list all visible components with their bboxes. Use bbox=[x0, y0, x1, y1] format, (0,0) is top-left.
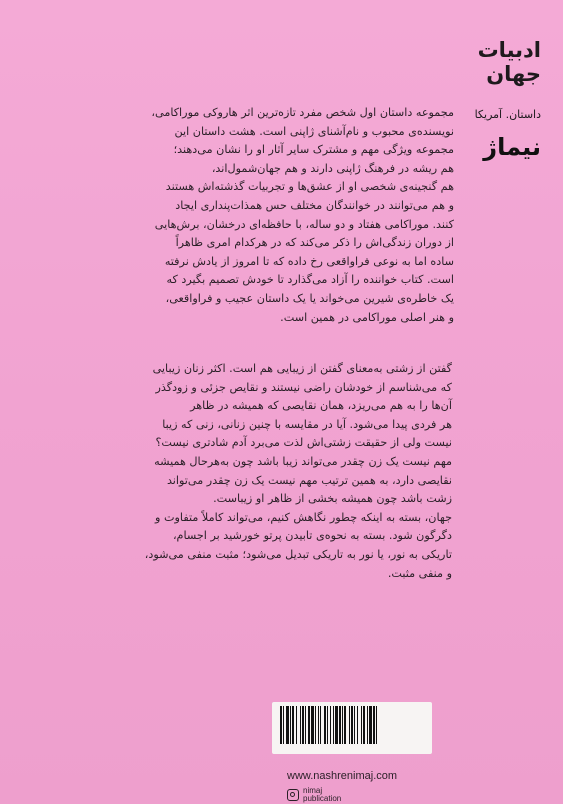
description-line: جهان، بسته به اینکه چطور نگاهش کنیم، می‌تواند کاملاً متفاوت و bbox=[155, 510, 452, 524]
barcode-bars bbox=[278, 706, 426, 744]
description-line: مهم نیست یک زن چقدر می‌تواند زیبا باشد چون به‌هرحال همیشه bbox=[154, 454, 452, 468]
description-line: که می‌شناسم از خودشان راضی نیستند و نقایص جزئی و زودگذر bbox=[155, 380, 452, 394]
description-line: نویسنده‌ی محبوب و نام‌آشنای ژاپنی است. هشت داستان این bbox=[174, 124, 454, 138]
description-line: تاریکی به نور، یا نور به تاریکی تبدیل می‌شود؛ مثبت منفی می‌شود، bbox=[144, 547, 452, 561]
description-line: و هنر اصلی موراکامی در همین است. bbox=[280, 310, 454, 324]
description-line: نیست ولی از حقیقت زشتی‌اش لذت می‌برد آدم شادتری نیست؟ bbox=[155, 436, 452, 450]
description-line: ساده اما به نوعی فراواقعی رخ داده که تا امروز از یادش نرفته bbox=[164, 254, 454, 268]
description-paragraph-1 bbox=[42, 104, 454, 327]
description-line: و منفی مثبت. bbox=[387, 566, 452, 580]
social-handle-line-1: nimaj bbox=[303, 786, 323, 795]
social-handle-line-2: publication bbox=[303, 794, 342, 803]
description-line: گفتن از زشتی به‌معنای گفتن از زیبایی هم است. اکثر زنان زیبایی bbox=[152, 362, 452, 375]
publisher-website[interactable]: www.nashrenimaj.com bbox=[287, 770, 398, 782]
description-line: از دوران زندگی‌اش را ذکر می‌کند که در هرکدام امری ظاهراً bbox=[175, 236, 454, 250]
description-line: دگرگون شود. بسته به نحوه‌ی تابیدن پرتو خورشید بر اجسام، bbox=[172, 529, 452, 543]
genre-label: داستان. آمریکا bbox=[474, 108, 541, 121]
description-line: هم ریشه در فرهنگ ژاپنی دارند و هم جهان‌شمول‌اند، bbox=[211, 161, 454, 175]
barcode bbox=[272, 702, 432, 754]
description-line: زشت باشد چون همیشه بخشی از ظاهر او زیباست. bbox=[213, 492, 452, 506]
description-line: یک خاطره‌ی شیرین می‌خواند یا یک داستان عجیب و فراواقعی، bbox=[165, 291, 454, 305]
description-line: هم گنجینه‌ی شخصی او از عشق‌ها و تجربیات گذشته‌اش هستند bbox=[165, 180, 454, 194]
social-handle-text bbox=[303, 787, 341, 803]
description-line: مجموعه داستان اول شخص مفرد تازه‌ترین اثر هاروکی موراکامی، bbox=[151, 106, 454, 119]
social-handle[interactable] bbox=[287, 786, 341, 804]
description-line: هر فردی پیدا می‌شود. آیا در مقایسه با چنین زنانی، زنی که زیبا bbox=[162, 417, 452, 431]
publisher-logo: نیماژ bbox=[483, 133, 541, 161]
description-line: آن‌ها را به هم می‌ریزد، همان نقایصی که همیشه در ظاهر bbox=[190, 399, 452, 413]
description-line: و هم می‌توانند در خوانندگان مختلف حس همذات‌پنداری ایجاد bbox=[175, 198, 454, 212]
series-title-line-2: جهان bbox=[486, 62, 541, 86]
description-line: نقایصی دارد، به همین ترتیب مهم نیست یک زن چقدر می‌تواند bbox=[166, 473, 452, 487]
description-paragraph-2 bbox=[40, 360, 452, 583]
description-line: کنند. موراکامی هفتاد و دو ساله، با حافظه‌ای درخشان، برش‌هایی bbox=[154, 217, 454, 231]
description-line: است. کتاب خواننده را آزاد می‌گذارد تا خودش تصمیم بگیرد که bbox=[166, 273, 454, 287]
series-title-line-1: ادبیات bbox=[477, 38, 541, 62]
instagram-icon bbox=[287, 789, 299, 801]
description-line: مجموعه ویژگی مهم و مشترک سایر آثار او را نشان می‌دهند؛ bbox=[173, 143, 454, 157]
publisher-brand bbox=[451, 38, 541, 161]
